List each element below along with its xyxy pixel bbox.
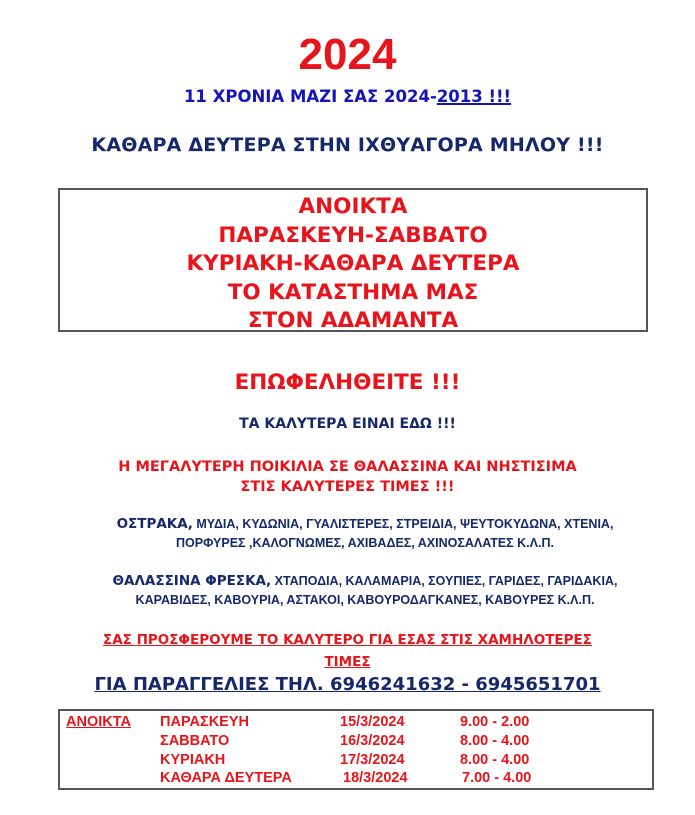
- open-box-line: ΑΝΟΙΚΤΑ: [298, 194, 408, 219]
- hours-date: 15/3/2024: [340, 714, 405, 730]
- benefit-heading: ΕΠΩΦΕΛΗΘΕΙΤΕ !!!: [234, 370, 461, 395]
- best-here-text: ΤΑ ΚΑΛΥΤΕΡΑ ΕΙΝΑΙ ΕΔΩ !!!: [239, 416, 456, 432]
- anniversary-line: [0, 87, 695, 106]
- hours-label: ΑΝΟΙΚΤΑ: [66, 714, 131, 730]
- phone-numbers: ΓΙΑ ΠΑΡΑΓΓΕΛΙΕΣ ΤΗΛ. 6946241632 - 6945651701: [94, 674, 601, 695]
- offer-line-2: ΤΙΜΕΣ: [324, 654, 371, 670]
- shellfish-label: ΟΣΤΡΑΚΑ,: [116, 516, 193, 532]
- opening-announcement-box: [58, 188, 648, 332]
- opening-hours-table: [58, 709, 654, 790]
- seafood-label: ΘΑΛΑΣΣΙΝΑ ΦΡΕΣΚΑ,: [112, 573, 272, 589]
- open-box-line: ΤΟ ΚΑΤΑΣΤΗΜΑ ΜΑΣ: [227, 279, 479, 305]
- seafood-items-line-1: ΧΤΑΠΟΔΙΑ, ΚΑΛΑΜΑΡΙΑ, ΣΟΥΠΙΕΣ, ΓΑΡΙΔΕΣ, ΓΑΡΙΔΑΚΙΑ,: [271, 574, 618, 588]
- shellfish-list: [60, 515, 670, 553]
- shellfish-items-line-1: ΜΥΔΙΑ, ΚΥΔΩΝΙΑ, ΓΥΑΛΙΣΤΕΡΕΣ, ΣΤΡΕΙΔΙΑ, ΨΕΥΤΟΚΥΔΩΝΑ, ΧΤΕΝΙΑ,: [192, 517, 614, 531]
- hours-time: 7.00 - 4.00: [462, 770, 532, 786]
- offer-line-1: ΣΑΣ ΠΡΟΣΦΕΡΟΥΜΕ ΤΟ ΚΑΛΥΤΕΡΟ ΓΙΑ ΕΣΑΣ ΣΤΙΣ ΧΑΜΗΛΟΤΕΡΕΣ: [103, 632, 592, 648]
- hours-time: 8.00 - 4.00: [460, 733, 530, 749]
- hours-day: ΚΑΘΑΡΑ ΔΕΥΤΕΡΑ: [160, 770, 292, 786]
- variety-text-line-1: Η ΜΕΓΑΛΥΤΕΡΗ ΠΟΙΚΙΛΙΑ ΣΕ ΘΑΛΑΣΣΙΝΑ ΚΑΙ ΝΗΣΤΙΣΙΜΑ: [118, 459, 577, 475]
- hours-date: 16/3/2024: [340, 733, 405, 749]
- anniversary-underlined: 2013 !!!: [436, 87, 512, 106]
- anniversary-prefix: 11 ΧΡΟΝΙΑ ΜΑΖΙ ΣΑΣ 2024-: [183, 87, 437, 106]
- year-title: 2024: [298, 30, 397, 79]
- hours-time: 8.00 - 4.00: [460, 752, 530, 768]
- open-box-line: ΣΤΟΝ ΑΔΑΜΑΝΤΑ: [247, 308, 459, 333]
- seafood-list: [60, 572, 670, 610]
- shellfish-items-line-2: ΠΟΡΦΥΡΕΣ ,ΚΑΛΟΓΝΩΜΕΣ, ΑΧΙΒΑΔΕΣ, ΑΧΙΝΟΣΑΛΑΤΕΣ Κ.Λ.Π.: [176, 536, 554, 550]
- open-box-line: ΠΑΡΑΣΚΕΥΗ-ΣΑΒΒΑΤΟ: [218, 222, 488, 248]
- hours-day: ΠΑΡΑΣΚΕΥΗ: [160, 714, 249, 730]
- variety-text-line-2: ΣΤΙΣ ΚΑΛΥΤΕΡΕΣ ΤΙΜΕΣ !!!: [240, 479, 455, 495]
- hours-date: 18/3/2024: [343, 770, 408, 786]
- seafood-items-line-2: ΚΑΡΑΒΙΔΕΣ, ΚΑΒΟΥΡΙΑ, ΑΣΤΑΚΟΙ, ΚΑΒΟΥΡΟΔΑΓΚΑΝΕΣ, ΚΑΒΟΥΡΕΣ Κ.Λ.Π.: [135, 593, 595, 607]
- hours-date: 17/3/2024: [340, 752, 405, 768]
- hours-day: ΚΥΡΙΑΚΗ: [160, 752, 226, 768]
- hours-day: ΣΑΒΒΑΤΟ: [160, 733, 230, 749]
- headline: ΚΑΘΑΡΑ ΔΕΥΤΕΡΑ ΣΤΗΝ ΙΧΘΥΑΓΟΡΑ ΜΗΛΟΥ !!!: [91, 134, 604, 156]
- hours-time: 9.00 - 2.00: [460, 714, 530, 730]
- open-box-line: ΚΥΡΙΑΚΗ-ΚΑΘΑΡΑ ΔΕΥΤΕΡΑ: [186, 251, 520, 276]
